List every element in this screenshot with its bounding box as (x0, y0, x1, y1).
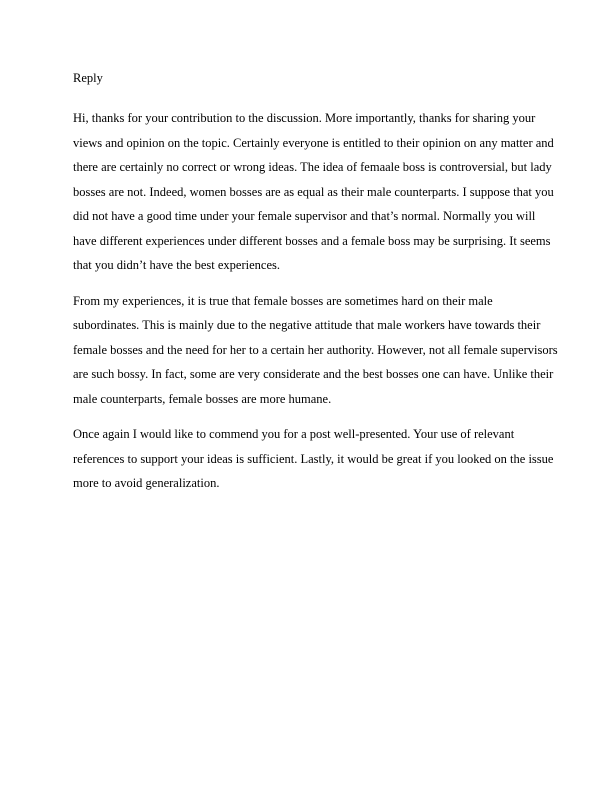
paragraph-line: female bosses and the need for her to a certain her authority. However, not all female supervisors (73, 342, 558, 357)
paragraph-line: that you didn’t have the best experiences. (73, 258, 280, 272)
paragraph-line: are such bossy. In fact, some are very considerate and the best bosses one can have. Unlike their (73, 367, 554, 381)
paragraph-line: male counterparts, female bosses are more humane. (73, 391, 332, 406)
paragraph-3 (73, 422, 554, 496)
paragraph-line: bosses are not. Indeed, women bosses are as equal as their male counterparts. I suppose that you (73, 184, 554, 199)
paragraph-line: From my experiences, it is true that female bosses are sometimes hard on their male (73, 293, 493, 308)
document-heading: Reply (73, 71, 103, 85)
paragraph-line: references to support your ideas is sufficient. Lastly, it would be great if you looked on the issue (73, 451, 554, 466)
paragraph-line: there are certainly no correct or wrong ideas. The idea of femaale boss is controversial, but lady (73, 160, 552, 174)
paragraph-line: have different experiences under different bosses and a female boss may be surprising. It seems (73, 233, 551, 248)
paragraph-line: views and opinion on the topic. Certainly everyone is entitled to their opinion on any matter and (73, 135, 554, 150)
paragraph-line: did not have a good time under your female supervisor and that’s normal. Normally you will (73, 209, 536, 223)
paragraph-line: subordinates. This is mainly due to the negative attitude that male workers have towards their (73, 318, 541, 332)
paragraph-line: more to avoid generalization. (73, 476, 220, 490)
paragraph-1 (73, 106, 554, 278)
paragraph-2 (73, 289, 558, 412)
paragraph-line: Once again I would like to commend you for a post well-presented. Your use of relevant (73, 427, 515, 441)
paragraph-line: Hi, thanks for your contribution to the discussion. More importantly, thanks for sharing your (73, 111, 536, 125)
